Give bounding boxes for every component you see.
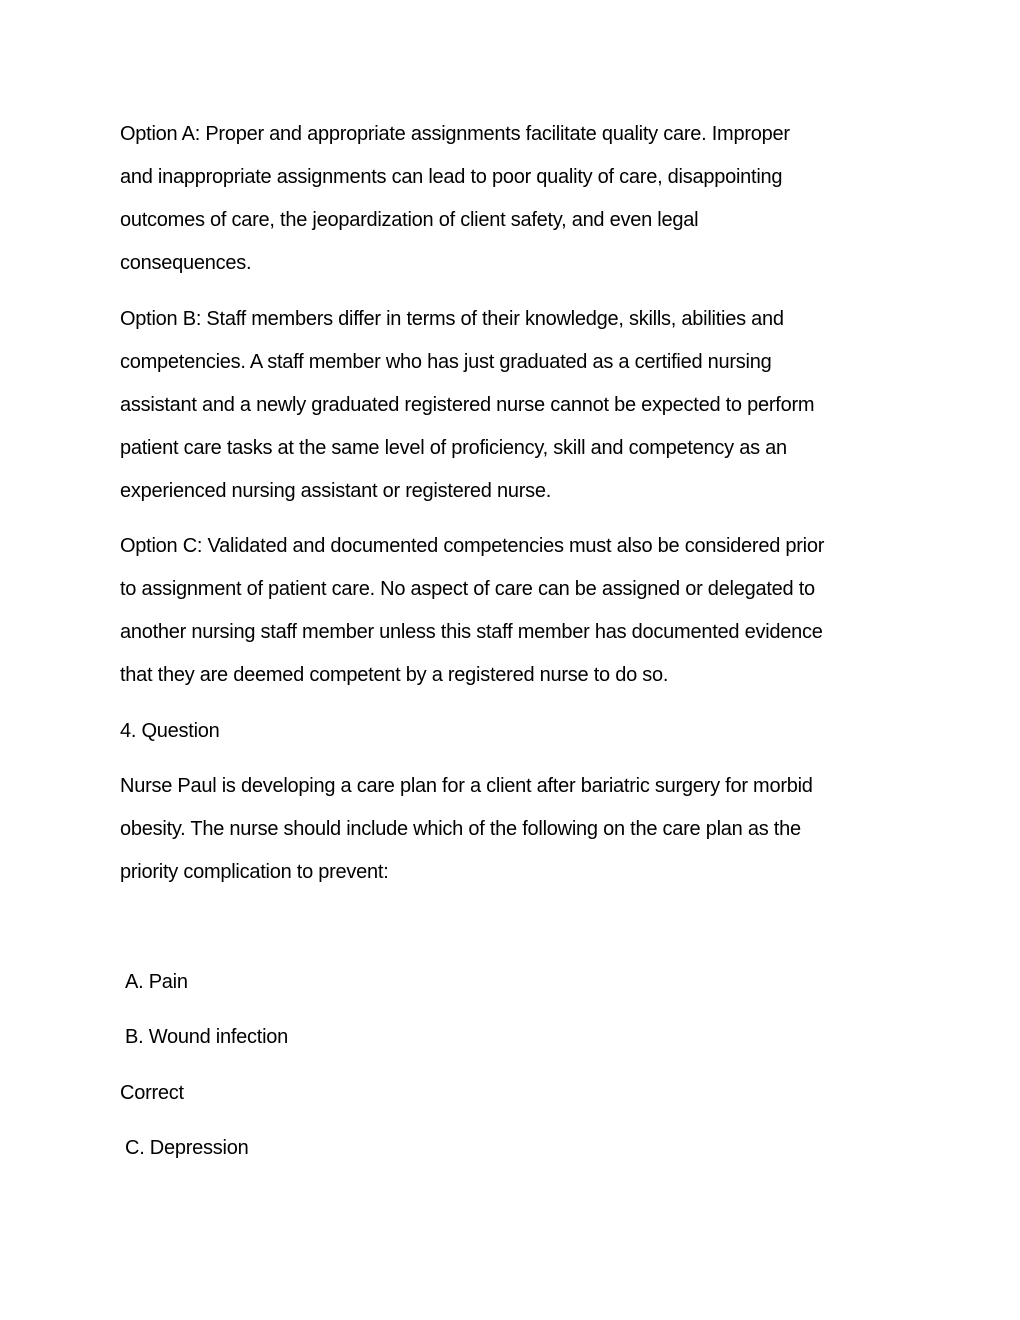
answer-option-c[interactable]: C. Depression bbox=[125, 1137, 249, 1159]
text-line: that they are deemed competent by a registered nurse to do so. bbox=[120, 664, 669, 686]
text-line: outcomes of care, the jeopardization of client safety, and even legal bbox=[120, 209, 699, 231]
text-line: Nurse Paul is developing a care plan for a client after bariatric surgery for morbid bbox=[120, 775, 813, 797]
text-line: experienced nursing assistant or registered nurse. bbox=[120, 479, 552, 502]
document-page bbox=[120, 113, 905, 1183]
option-a-explanation bbox=[120, 113, 905, 285]
text-line: assistant and a newly graduated registered nurse cannot be expected to perform bbox=[120, 393, 815, 416]
blank-space bbox=[120, 907, 905, 961]
text-line: Option A: Proper and appropriate assignments facilitate quality care. Improper bbox=[120, 123, 790, 145]
text-line: priority complication to prevent: bbox=[120, 861, 389, 883]
question-heading: 4. Question bbox=[120, 719, 220, 742]
text-line: to assignment of patient care. No aspect of care can be assigned or delegated to bbox=[120, 578, 815, 600]
option-c-explanation bbox=[120, 525, 905, 697]
option-b-explanation bbox=[120, 298, 905, 513]
text-line: patient care tasks at the same level of proficiency, skill and competency as an bbox=[120, 436, 787, 459]
text-line: Option C: Validated and documented competencies must also be considered prior bbox=[120, 535, 825, 557]
question-stem bbox=[120, 765, 905, 894]
text-line: obesity. The nurse should include which of the following on the care plan as the bbox=[120, 818, 801, 840]
text-line: Option B: Staff members differ in terms of their knowledge, skills, abilities and bbox=[120, 307, 784, 330]
text-line: competencies. A staff member who has just graduated as a certified nursing bbox=[120, 350, 772, 373]
text-line: another nursing staff member unless this staff member has documented evidence bbox=[120, 621, 823, 643]
text-line: and inappropriate assignments can lead to poor quality of care, disappointing bbox=[120, 166, 783, 188]
answer-option-a[interactable]: A. Pain bbox=[125, 970, 188, 993]
correct-marker: Correct bbox=[120, 1081, 184, 1104]
text-line: consequences. bbox=[120, 252, 252, 274]
answer-option-b[interactable]: B. Wound infection bbox=[125, 1026, 289, 1048]
